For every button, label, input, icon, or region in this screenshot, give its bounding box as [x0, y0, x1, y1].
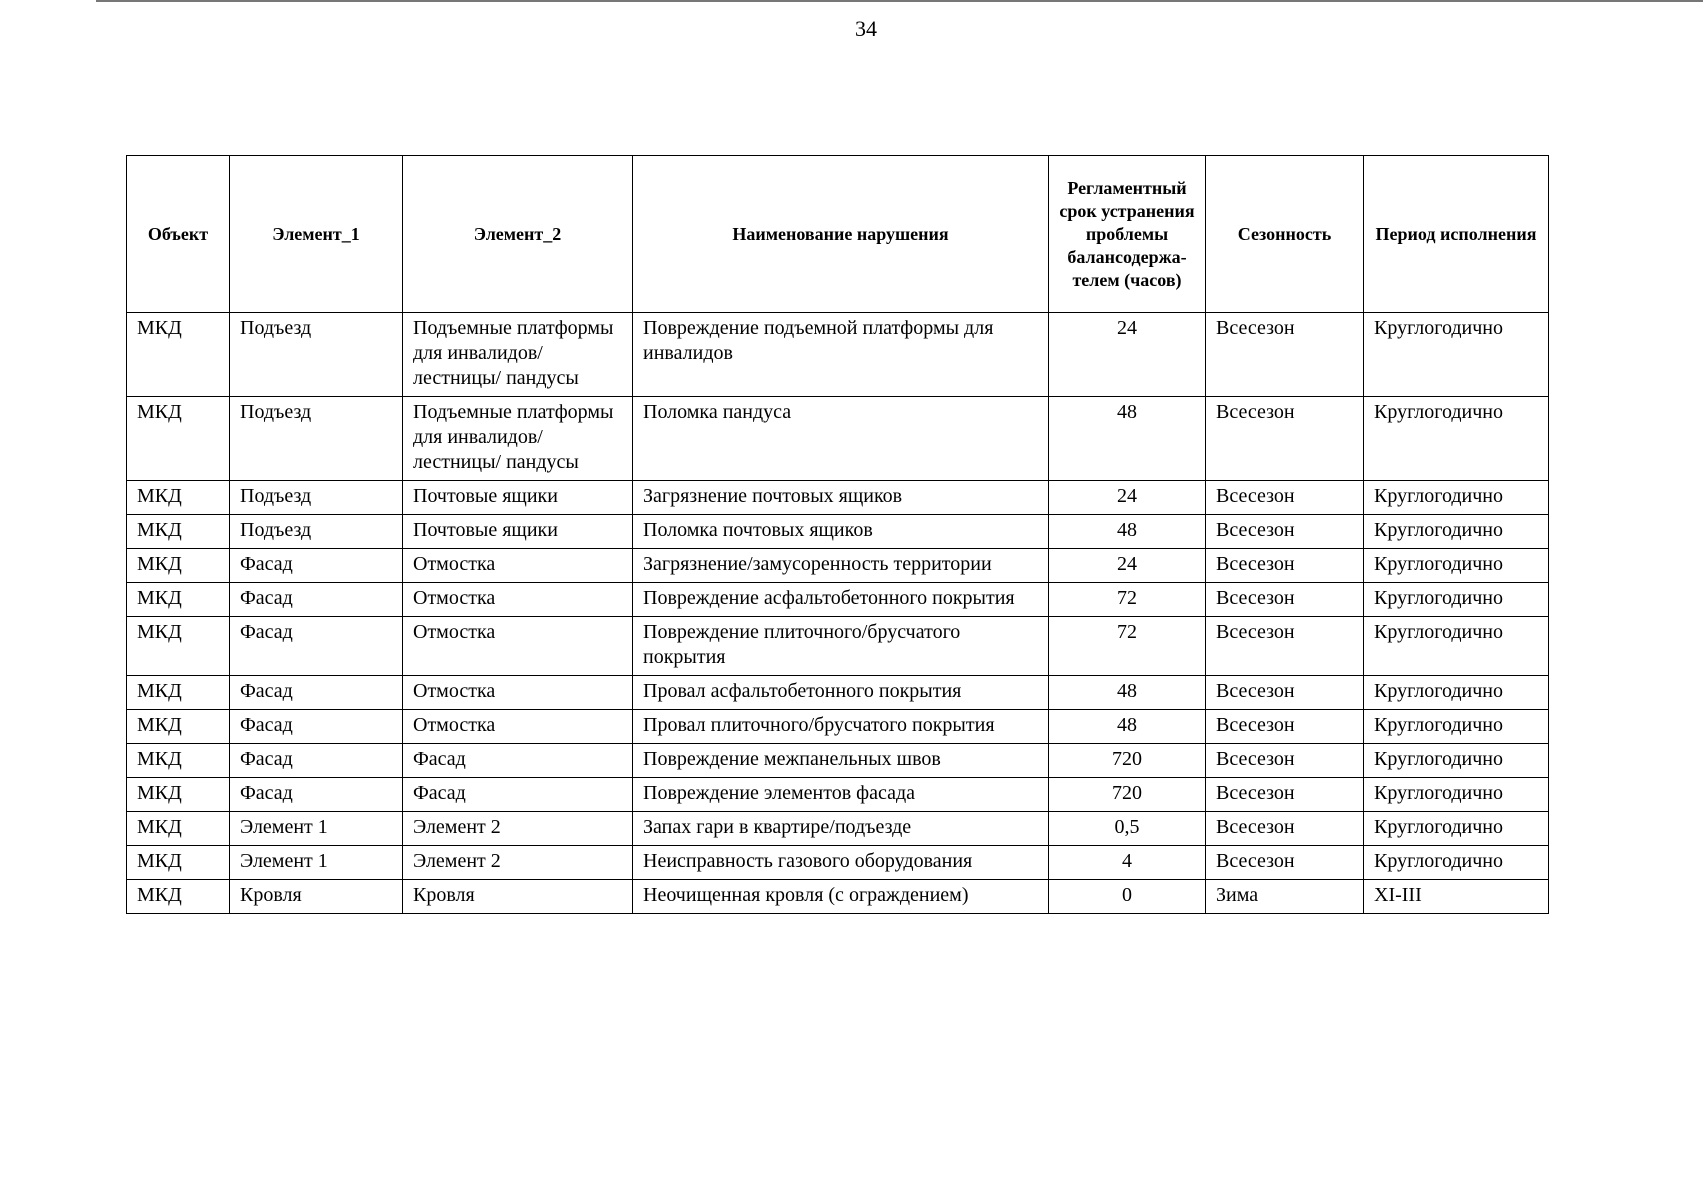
- cell-element-1: Элемент 1: [230, 812, 403, 846]
- cell-object: МКД: [127, 515, 230, 549]
- page-number: 34: [855, 16, 877, 41]
- cell-element-2: Отмостка: [403, 583, 633, 617]
- cell-object: МКД: [127, 676, 230, 710]
- header-execution-period: Период исполнения: [1364, 156, 1549, 313]
- cell-element-2: Подъемные платформы для инвалидов/лестницы/ пандусы: [403, 313, 633, 397]
- table-row: [127, 846, 1549, 880]
- cell-element-1: Фасад: [230, 744, 403, 778]
- cell-element-1: Подъезд: [230, 515, 403, 549]
- cell-element-2: Элемент 2: [403, 846, 633, 880]
- cell-object: МКД: [127, 313, 230, 397]
- cell-execution-period: Круглогодично: [1364, 617, 1549, 676]
- cell-deadline-hours: 48: [1049, 676, 1206, 710]
- cell-element-2: Отмостка: [403, 710, 633, 744]
- cell-execution-period: Круглогодично: [1364, 710, 1549, 744]
- header-row: [127, 156, 1549, 313]
- table-row: [127, 880, 1549, 914]
- cell-seasonality: Всесезон: [1206, 778, 1364, 812]
- cell-element-1: Элемент 1: [230, 846, 403, 880]
- cell-element-2: Почтовые ящики: [403, 515, 633, 549]
- cell-execution-period: Круглогодично: [1364, 812, 1549, 846]
- cell-deadline-hours: 24: [1049, 481, 1206, 515]
- cell-object: МКД: [127, 583, 230, 617]
- table-row: [127, 313, 1549, 397]
- table-row: [127, 617, 1549, 676]
- cell-violation-name: Неочищенная кровля (с ограждением): [633, 880, 1049, 914]
- cell-element-1: Фасад: [230, 778, 403, 812]
- cell-execution-period: XI-III: [1364, 880, 1549, 914]
- cell-seasonality: Всесезон: [1206, 481, 1364, 515]
- cell-violation-name: Поломка почтовых ящиков: [633, 515, 1049, 549]
- cell-deadline-hours: 24: [1049, 313, 1206, 397]
- cell-seasonality: Всесезон: [1206, 549, 1364, 583]
- table-row: [127, 778, 1549, 812]
- cell-element-1: Подъезд: [230, 397, 403, 481]
- header-deadline-hours: Регламентный срок устранения проблемы балансодержа-телем (часов): [1049, 156, 1206, 313]
- cell-seasonality: Всесезон: [1206, 313, 1364, 397]
- cell-seasonality: Всесезон: [1206, 846, 1364, 880]
- cell-seasonality: Всесезон: [1206, 583, 1364, 617]
- cell-deadline-hours: 0: [1049, 880, 1206, 914]
- header-object: Объект: [127, 156, 230, 313]
- cell-execution-period: Круглогодично: [1364, 549, 1549, 583]
- cell-element-1: Фасад: [230, 676, 403, 710]
- table-row: [127, 397, 1549, 481]
- cell-execution-period: Круглогодично: [1364, 313, 1549, 397]
- cell-element-2: Отмостка: [403, 549, 633, 583]
- cell-violation-name: Запах гари в квартире/подъезде: [633, 812, 1049, 846]
- cell-execution-period: Круглогодично: [1364, 397, 1549, 481]
- cell-deadline-hours: 48: [1049, 397, 1206, 481]
- cell-seasonality: Всесезон: [1206, 397, 1364, 481]
- cell-object: МКД: [127, 710, 230, 744]
- cell-execution-period: Круглогодично: [1364, 515, 1549, 549]
- table-row: [127, 515, 1549, 549]
- cell-violation-name: Провал асфальтобетонного покрытия: [633, 676, 1049, 710]
- cell-object: МКД: [127, 549, 230, 583]
- cell-violation-name: Повреждение межпанельных швов: [633, 744, 1049, 778]
- table-row: [127, 710, 1549, 744]
- cell-object: МКД: [127, 846, 230, 880]
- cell-violation-name: Неисправность газового оборудования: [633, 846, 1049, 880]
- violations-table: [126, 155, 1549, 914]
- cell-element-2: Элемент 2: [403, 812, 633, 846]
- cell-deadline-hours: 24: [1049, 549, 1206, 583]
- cell-violation-name: Поломка пандуса: [633, 397, 1049, 481]
- cell-object: МКД: [127, 397, 230, 481]
- cell-violation-name: Повреждение плиточного/брусчатого покрытия: [633, 617, 1049, 676]
- cell-violation-name: Загрязнение почтовых ящиков: [633, 481, 1049, 515]
- cell-violation-name: Повреждение асфальтобетонного покрытия: [633, 583, 1049, 617]
- cell-element-2: Фасад: [403, 778, 633, 812]
- cell-seasonality: Всесезон: [1206, 710, 1364, 744]
- cell-seasonality: Всесезон: [1206, 744, 1364, 778]
- cell-seasonality: Всесезон: [1206, 617, 1364, 676]
- cell-seasonality: Всесезон: [1206, 515, 1364, 549]
- cell-execution-period: Круглогодично: [1364, 778, 1549, 812]
- table-row: [127, 583, 1549, 617]
- cell-execution-period: Круглогодично: [1364, 583, 1549, 617]
- cell-element-2: Подъемные платформы для инвалидов/лестницы/ пандусы: [403, 397, 633, 481]
- cell-element-1: Фасад: [230, 549, 403, 583]
- cell-object: МКД: [127, 617, 230, 676]
- cell-element-1: Фасад: [230, 583, 403, 617]
- cell-violation-name: Провал плиточного/брусчатого покрытия: [633, 710, 1049, 744]
- cell-object: МКД: [127, 744, 230, 778]
- cell-deadline-hours: 48: [1049, 710, 1206, 744]
- cell-violation-name: Повреждение подъемной платформы для инвалидов: [633, 313, 1049, 397]
- cell-deadline-hours: 720: [1049, 778, 1206, 812]
- cell-seasonality: Всесезон: [1206, 812, 1364, 846]
- cell-deadline-hours: 720: [1049, 744, 1206, 778]
- cell-element-1: Кровля: [230, 880, 403, 914]
- cell-object: МКД: [127, 778, 230, 812]
- cell-element-1: Подъезд: [230, 481, 403, 515]
- cell-deadline-hours: 48: [1049, 515, 1206, 549]
- top-border-line: [96, 0, 1703, 2]
- cell-element-1: Фасад: [230, 710, 403, 744]
- cell-deadline-hours: 72: [1049, 617, 1206, 676]
- table-row: [127, 481, 1549, 515]
- cell-seasonality: Всесезон: [1206, 676, 1364, 710]
- cell-execution-period: Круглогодично: [1364, 846, 1549, 880]
- cell-element-2: Отмостка: [403, 676, 633, 710]
- table-row: [127, 812, 1549, 846]
- table-row: [127, 744, 1549, 778]
- cell-element-1: Фасад: [230, 617, 403, 676]
- cell-element-2: Фасад: [403, 744, 633, 778]
- cell-element-1: Подъезд: [230, 313, 403, 397]
- cell-object: МКД: [127, 481, 230, 515]
- cell-element-2: Отмостка: [403, 617, 633, 676]
- cell-deadline-hours: 72: [1049, 583, 1206, 617]
- header-seasonality: Сезонность: [1206, 156, 1364, 313]
- cell-execution-period: Круглогодично: [1364, 481, 1549, 515]
- cell-violation-name: Повреждение элементов фасада: [633, 778, 1049, 812]
- cell-object: МКД: [127, 880, 230, 914]
- cell-object: МКД: [127, 812, 230, 846]
- cell-deadline-hours: 4: [1049, 846, 1206, 880]
- table-row: [127, 676, 1549, 710]
- header-element-1: Элемент_1: [230, 156, 403, 313]
- table-row: [127, 549, 1549, 583]
- cell-element-2: Почтовые ящики: [403, 481, 633, 515]
- table-body: [127, 313, 1549, 914]
- header-element-2: Элемент_2: [403, 156, 633, 313]
- cell-element-2: Кровля: [403, 880, 633, 914]
- cell-deadline-hours: 0,5: [1049, 812, 1206, 846]
- cell-execution-period: Круглогодично: [1364, 744, 1549, 778]
- header-violation-name: Наименование нарушения: [633, 156, 1049, 313]
- cell-violation-name: Загрязнение/замусоренность территории: [633, 549, 1049, 583]
- cell-execution-period: Круглогодично: [1364, 676, 1549, 710]
- cell-seasonality: Зима: [1206, 880, 1364, 914]
